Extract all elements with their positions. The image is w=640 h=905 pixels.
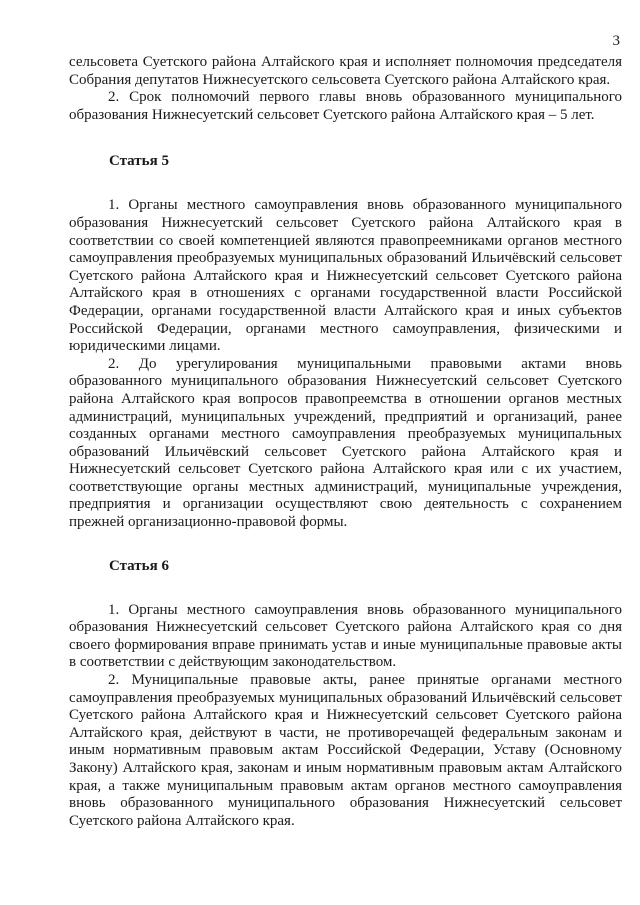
spacer	[69, 170, 622, 197]
spacer	[69, 575, 622, 602]
article-6-paragraph-2: 2. Муниципальные правовые акты, ранее принятые органами местного самоуправления преобразуемых муниципальных образований Ильичёвский сельсовет Суетского района Алтайского края и Нижнесуетский сельсовет Суетского района Алтайского края, действуют в части, не противоречащей федеральным законам и иным нормативным правовым актам Российской Федерации, Уставу (Основному Закону) Алтайского края, законам и иным нормативным правовым актам Алтайского края, а также муниципальным правовым актам органов местного самоуправления вновь образованного муниципального образования Нижнесуетский сельсовет Суетского района Алтайского края.	[69, 672, 622, 829]
article-5-paragraph-1: 1. Органы местного самоуправления вновь образованного муниципального образования Нижнесуетский сельсовет Суетского района Алтайского края в соответствии со своей компетенцией являются правопреемниками органов местного самоуправления преобразуемых муниципальных образований Ильичёвский сельсовет Суетского района Алтайского края и Нижнесуетский сельсовет Суетского района Алтайского края в отношениях с органами государственной власти Российской Федерации, органами государственной власти Алтайского края и иных субъектов Российской Федерации, органами местного самоуправления, физическими и юридическими лицами.	[69, 197, 622, 355]
spacer	[69, 124, 622, 152]
article-6-heading: Статья 6	[109, 557, 169, 574]
spacer	[69, 532, 622, 557]
article-6-paragraph-1: 1. Органы местного самоуправления вновь образованного муниципального образования Нижнесуетский сельсовет Суетского района Алтайского края со дня своего формирования вправе принимать устав и иные муниципальные правовые акты в соответствии с действующим законодательством.	[69, 601, 622, 671]
article-5-heading: Статья 5	[109, 153, 169, 170]
document-body	[69, 54, 622, 830]
intro-paragraph-term: 2. Срок полномочий первого главы вновь образованного муниципального образования Нижнесуетский сельсовет Суетского района Алтайского края – 5 лет.	[69, 89, 622, 123]
page-number: 3	[612, 33, 620, 49]
intro-paragraph-continued: сельсовета Суетского района Алтайского края и исполняет полномочия председателя Собрания депутатов Нижнесуетского сельсовета Суетского района Алтайского края.	[69, 54, 622, 88]
article-5-paragraph-2: 2. До урегулирования муниципальными правовыми актами вновь образованного муниципального образования Нижнесуетский сельсовет Суетского района Алтайского края вопросов правопреемства в отношении органов местных администраций, муниципальных учреждений, предприятий и организаций, ранее созданных органами местного самоуправления преобразуемых муниципальных образований Ильичёвский сельсовет Суетского района Алтайского края и Нижнесуетский сельсовет Суетского района Алтайского края или с их участием, соответствующие органы местных администраций, муниципальные учреждения, предприятия и организации осуществляют свою деятельность с сохранением прежней организационно-правовой формы.	[69, 355, 622, 531]
